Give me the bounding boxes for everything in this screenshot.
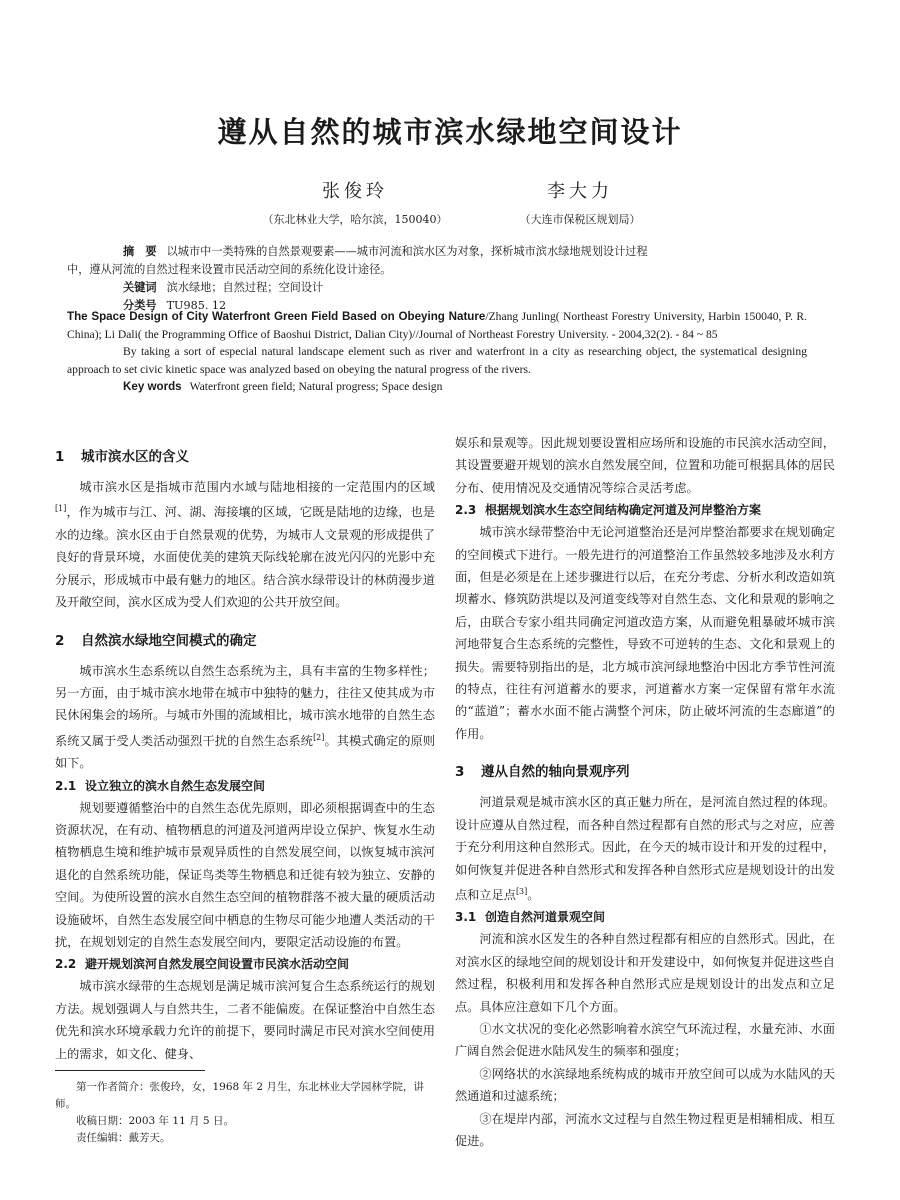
footnote	[55, 1070, 435, 1147]
section-2-paragraph: 城市滨水生态系统以自然生态系统为主，具有丰富的生物多样性；另一方面，由于城市滨水地带在城市中独特的魅力，往往又使其成为市民休闲集会的场所。与城市外围的流域相比，城市滨水地带的自然生态系统又属于受人类活动强烈干扰的自然生态系统[2]。其模式确定的原则如下。	[55, 663, 436, 771]
keywords-text: 滨水绿地；自然过程；空间设计	[166, 281, 324, 294]
author-1	[230, 177, 480, 227]
received-date: 收稿日期：2003 年 11 月 5 日。	[76, 1115, 234, 1127]
footnote-divider	[55, 1070, 205, 1071]
classification-label: 分类号	[123, 299, 157, 312]
classification-number: TU985. 12	[166, 299, 227, 312]
left-column	[55, 440, 435, 1065]
subsection-heading-3-1: 3.1 创造自然河道景观空间	[455, 910, 606, 925]
english-keywords-text: Waterfront green field; Natural progress; Space design	[189, 380, 443, 393]
english-keywords-line	[67, 378, 807, 396]
subsection-2-2-paragraph: 城市滨水绿带的生态规划是满足城市滨河复合生态系统运行的规划方法。规划强调人与自然共生，二者不能偏废。在保证整治中自然生态优先和滨水环境承载力允许的前提下，要同时满足市民对滨水空间使用上的需求，如文化、健身、	[55, 979, 435, 1061]
citation-text: /Zhang Junling( Northeast Forestry University, Harbin 150040, P. R. China); Li Dali( the Programming Office of Baoshui District, Dalian City)//Journal of Northeast Forestry University. - 2004,32(2). - 84 ~ 85	[67, 310, 807, 341]
english-title: The Space Design of City Waterfront Green Field Based on Obeying Nature	[67, 310, 486, 323]
author-name: 张俊玲	[322, 181, 388, 202]
author-2	[460, 177, 700, 227]
section-1-paragraph: 城市滨水区是指城市范围内水域与陆地相接的一定范围内的区域[1]，作为城市与江、河、湖、海接壤的区域，它既是陆地的边缘，也是水的边缘。滨水区由于自然景观的优势，为城市人文景观的形成提供了良好的背景环境，水面使优美的建筑天际线轮廓在波光闪闪的光影中充分展示，形成城市中最有魅力的地区。结合滨水绿带设计的林荫漫步道及开敞空间，滨水区成为受人们欢迎的公共开放空间。	[55, 480, 435, 610]
author-bio: 第一作者简介：张俊玲，女，1968 年 2 月生，东北林业大学园林学院，讲师。	[55, 1081, 424, 1110]
citation-ref: [3]	[515, 886, 528, 896]
subsection-heading-2-1: 2.1 设立独立的滨水自然生态发展空间	[55, 778, 266, 793]
keywords-line	[67, 279, 807, 297]
section-heading-1: 1 城市滨水区的含义	[55, 449, 189, 465]
section-heading-2: 2 自然滨水绿地空间模式的确定	[55, 632, 257, 649]
author-affiliation: （东北林业大学，哈尔滨，150040）	[262, 213, 448, 226]
subsection-2-1-paragraph: 规划要遵循整治中的自然生态优先原则，即必须根据调查中的生态资源状况，在有动、植物栖息的河道及河道两岸设立保护、恢复水生动植物栖息生境和维护城市景观异质性的自然发展空间，以恢复城市滨河退化的自然系统功能，保证鸟类等生物栖息和迁徙有较为独立、安静的空间。为使所设置的滨水自然生态空间的植物群落不被大量的硬质活动设施破坏，自然生态发展空间中栖息的生物尽可能少地遭人类活动的干扰，在规划划定的自然生态发展空间内，要限定活动设施的布置。	[55, 800, 435, 950]
citation-ref: [2]	[313, 732, 325, 742]
list-item: ③在堤岸内部，河流水文过程与自然生物过程更是相辅相成、相互促进。	[455, 1111, 835, 1149]
english-citation	[67, 308, 807, 343]
author-affiliation: （大连市保税区规划局）	[519, 213, 641, 226]
abstract-label: 摘 要	[123, 245, 157, 258]
citation-ref: [1]	[55, 504, 67, 514]
paper-title: 遵从自然的城市滨水绿地空间设计	[217, 115, 683, 149]
list-item: ①水文状况的变化必然影响着水滨空气环流过程，水量充沛、水面广阔自然会促进水陆风发生的频率和强度；	[455, 1022, 835, 1059]
subsection-2-2-continued: 娱乐和景观等。因此规划要设置相应场所和设施的市民滨水活动空间，其设置要避开规划的滨水自然发展空间，位置和功能可根据具体的居民分布、使用情况及交通情况等综合灵活考虑。	[455, 436, 835, 495]
subsection-heading-2-3: 2.3 根据规划滨水生态空间结构确定河道及河岸整治方案	[455, 503, 762, 518]
subsection-2-3-paragraph: 城市滨水绿带整治中无论河道整治还是河岸整治都要求在规划确定的空间模式下进行。一般先进行的河道整治工作虽然较多地涉及水利方面，但是必须是在上述步骤进行以后，在充分考虑、分析水利改造如筑坝蓄水、修筑防洪堤以及河道变线等对自然生态、文化和景观的影响之后，由联合专家小组共同确定河道改造方案，从而避免粗暴破坏城市滨河地带复合生态系统的完整性，导致不可逆转的生态、文化和景观上的损失。需要特别指出的是，北方城市滨河绿地整治中因北方季节性河流的特点，往往有河道蓄水的要求，河道蓄水方案一定保留有常年水流的“蓝道”；蓄水水面不能占满整个河床，防止破坏河流的生态廊道”的作用。	[455, 525, 835, 741]
english-abstract	[67, 308, 807, 396]
abstract-line	[67, 243, 807, 261]
chinese-abstract	[67, 243, 807, 315]
responsible-editor: 责任编辑：戴芳天。	[76, 1132, 171, 1144]
section-3-paragraph: 河道景观是城市滨水区的真正魅力所在，是河流自然过程的体现。设计应遵从自然过程，而各种自然过程都有自然的形式与之对应，应善于充分利用这种自然形式。因此，在今天的城市设计和开发的过程中，如何恢复并促进各种自然形式和发挥各种自然形式应是规划设计的出发点和立足点[3]。	[455, 795, 835, 902]
english-abstract-text: By taking a sort of especial natural landscape element such as river and waterfront in a city as researching object, the systematical designing approach to set civic kinetic space was analyzed based on obeying the natural progress of the rivers.	[67, 345, 807, 376]
right-column	[455, 432, 835, 1152]
abstract-text: 以城市中一类特殊的自然景观要素——城市河流和滨水区为对象，探析城市滨水绿地规划设计过程	[166, 245, 648, 258]
abstract-line: 中，遵从河流的自然过程来设置市民活动空间的系统化设计途径。	[67, 263, 392, 276]
list-item: ②网络状的水滨绿地系统构成的城市开放空间可以成为水陆风的天然通道和过滤系统；	[455, 1066, 835, 1104]
subsection-heading-2-2: 2.2 避开规划滨河自然发展空间设置市民滨水活动空间	[55, 957, 350, 972]
author-name: 李大力	[547, 181, 613, 202]
subsection-3-1-paragraph: 河流和滨水区发生的各种自然过程都有相应的自然形式。因此，在对滨水区的绿地空间的规划设计和开发建设中，如何恢复并促进这些自然过程，积极利用和发挥各种自然形式应是规划设计的出发点和立足点。具体应注意如下几个方面。	[455, 932, 835, 1014]
english-keywords-label: Key words	[123, 380, 182, 393]
keywords-label: 关键词	[123, 281, 157, 294]
section-heading-3: 3 遵从自然的轴向景观序列	[455, 764, 630, 781]
